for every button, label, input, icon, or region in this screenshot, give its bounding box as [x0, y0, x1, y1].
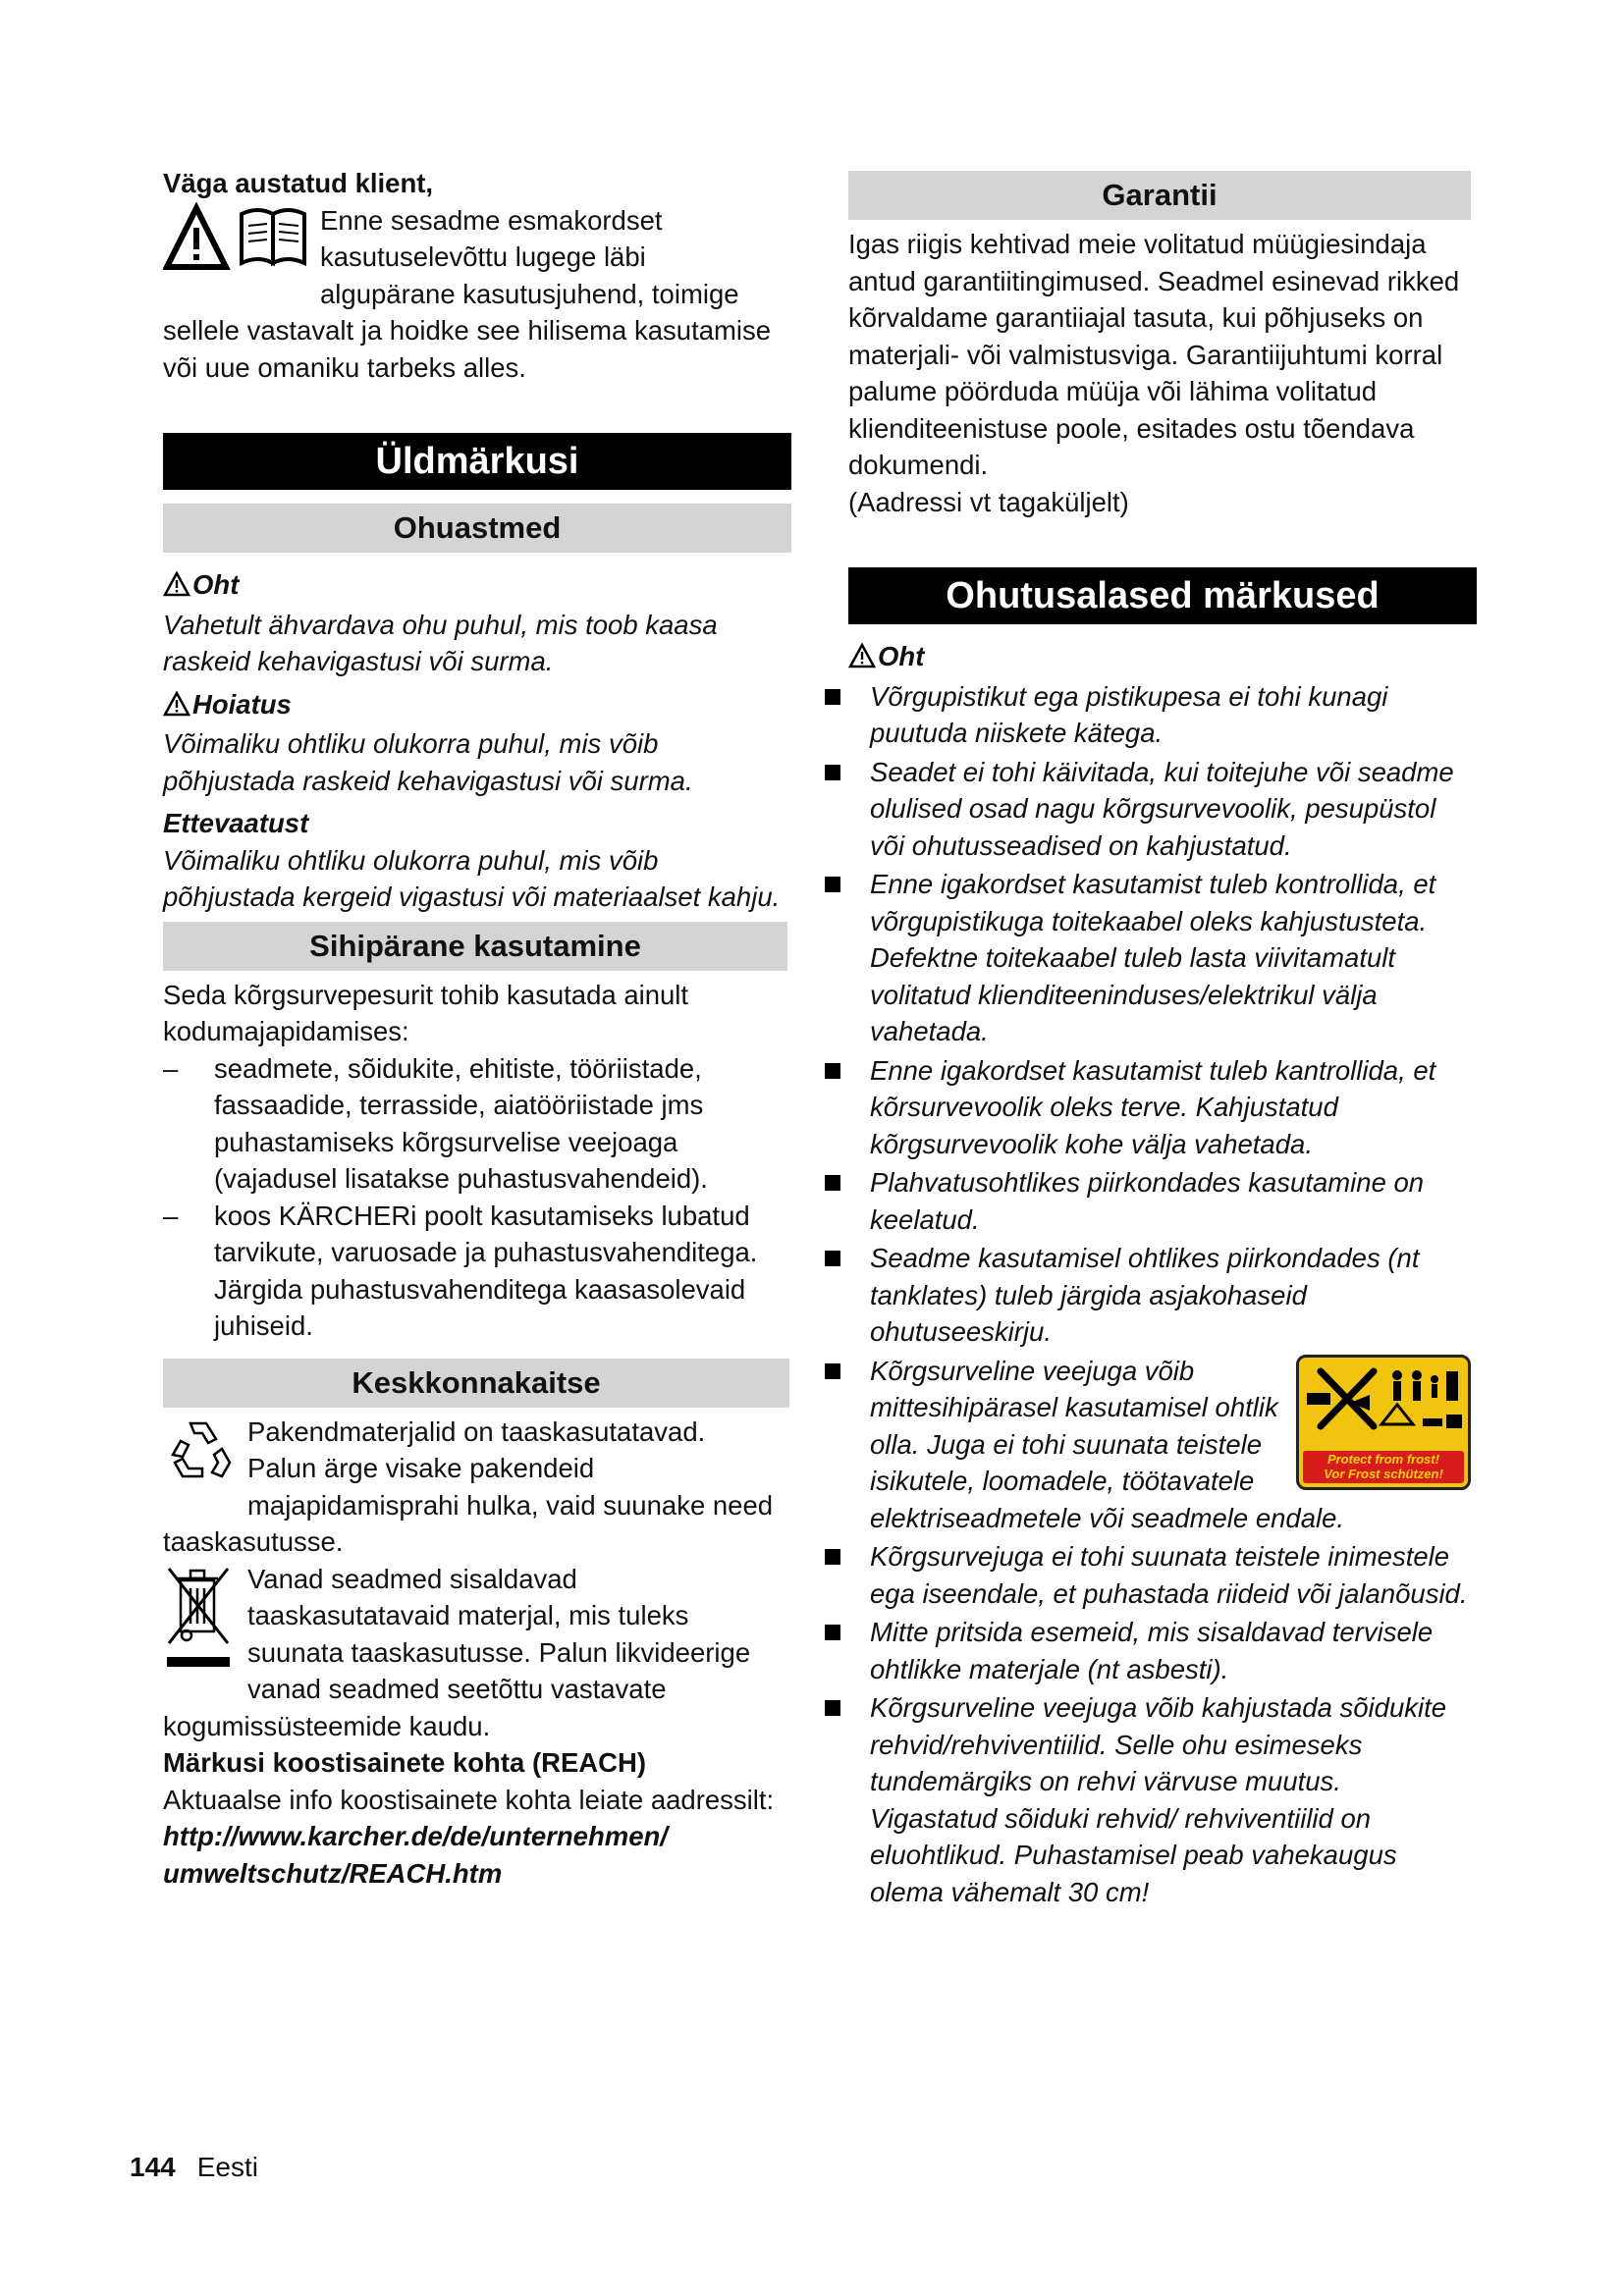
section-title-general: Üldmärkusi: [163, 433, 791, 490]
list-item: Protect from frost! Vor Frost schützen! Kõrgsurveline veejuga võib mittesihipärasel kasutamisel ohtlik olla. Juga ei tohi suunata teistele isikutele, loomadele, töötavatele elektriseadmetele või seadmele endale.: [819, 1353, 1475, 1537]
weee-text: vanad seadmed seetõttu vastavate kogumissüsteemide kaudu.: [163, 1674, 667, 1741]
bullet-square-icon: [825, 1549, 840, 1565]
list-item: Võrgupistikut ega pistikupesa ei tohi kunagi puutuda niiskete kätega.: [819, 678, 1475, 752]
reach-url[interactable]: [163, 1818, 791, 1892]
list-item: Seadet ei tohi käivitada, kui toitejuhe või seadme olulised osad nagu kõrgsurvevoolik, pesupüstol või ohutusseadised on kahjustatud.: [819, 754, 1475, 865]
weee-line-2: taaskasutatavaid materjal, mis tuleks: [247, 1600, 689, 1630]
recycling-icon: [163, 1417, 234, 1492]
bullet-square-icon: [825, 689, 840, 705]
danger-heading: [163, 566, 791, 607]
subsection-title-warranty: Garantii: [848, 171, 1471, 220]
warning-triangle-icon: [848, 641, 876, 678]
list-item: Seadme kasutamisel ohtlikes piirkondades (nt tanklates) tuleb järgida asjakohaseid ohutuseeskirju.: [819, 1240, 1475, 1351]
bullet-square-icon: [825, 877, 840, 892]
packaging-block: [163, 1414, 791, 1561]
safety-danger-heading: [848, 638, 1475, 678]
frost-warning-pictogram: [1296, 1355, 1471, 1490]
danger-label: Oht: [192, 569, 240, 600]
intro-text: algupärane kasutusjuhend, toimige sellele vastavalt ja hoidke see hilisema kasutamise või uue omaniku tarbeks alles.: [163, 278, 772, 383]
warranty-text: Igas riigis kehtivad meie volitatud müügiesindaja antud garantiitingimused. Seadmel esinevad rikked kõrvaldame garantiiajal tasuta, kui põhjuseks on materjali- või valmistusviga. Garantiijuhtumi korral palume pöörduda müüja või lähima volitatud klienditeenistuse poole, esitades ostu tõendava dokumendi.: [848, 229, 1460, 480]
reach-url-line-2[interactable]: umweltschutz/REACH.htm: [163, 1857, 503, 1889]
list-item: Enne igakordset kasutamist tuleb kontrollida, et võrgupistikuga toitekaabel oleks kahjustusteta. Defektne toitekaabel tuleb lasta viivitamatult volitatud klienditeeninduses/elektrikul välja vahetada.: [819, 866, 1475, 1050]
intro-line-2: kasutuselevõttu lugege läbi: [320, 241, 646, 272]
safety-list: [819, 678, 1475, 1911]
warning-triangle-icon: [163, 689, 190, 726]
caution-text: Võimaliku ohtliku olukorra puhul, mis võib põhjustada kergeid vigastusi või materiaalset kahju.: [163, 844, 781, 912]
section-title-safety: Ohutusalased märkused: [848, 567, 1477, 624]
weee-line-3: suunata taaskasutusse. Palun likvideerige: [247, 1636, 751, 1668]
reach-url-line-1[interactable]: http://www.karcher.de/de/unternehmen/: [163, 1821, 668, 1851]
safety-danger-label: Oht: [878, 641, 925, 671]
warning-text: Võimaliku ohtliku olukorra puhul, mis võib põhjustada raskeid kehavigastusi või surma.: [163, 728, 693, 796]
packaging-line-1: Pakendmaterjalid on taaskasutatavad.: [247, 1415, 706, 1447]
intro-block: [163, 202, 791, 387]
dash-marker: –: [163, 1200, 179, 1231]
bullet-square-icon: [825, 1251, 840, 1266]
list-item: Kõrgsurveline veejuga võib kahjustada sõidukite rehvid/rehviventiilid. Selle ohu esimeseks tundemärgiks on rehvi värvuse muutus. Vigastatud sõiduki rehvid/ rehviventiilid on eluohtlikud. Puhastamisel peab vahekaugus olema vähemalt 30 cm!: [819, 1689, 1475, 1910]
footer-language: Eesti: [196, 2152, 258, 2182]
intended-use-item: – seadmete, sõidukite, ehitiste, tööriistade, fassaadide, terrasside, aiatööriistade jms puhastamiseks kõrgsurvelise veejoaga (vajadusel lisatakse puhastusvahendeid).: [163, 1050, 791, 1198]
bullet-square-icon: [825, 1363, 840, 1379]
list-item: Mitte pritsida esemeid, mis sisaldavad tervisele ohtlikke materjale (nt asbesti).: [819, 1614, 1475, 1687]
page-number: 144: [130, 2152, 176, 2182]
caution-label: Ettevaatust: [163, 808, 309, 838]
warning-manual-icon: [163, 202, 310, 281]
frost-label: Protect from frost! Vor Frost schützen!: [1303, 1451, 1464, 1483]
subsection-title-environment: Keskkonnakaitse: [163, 1359, 789, 1408]
intended-use-text: Seda kõrgsurvepesurit tohib kasutada ainult kodumajapidamises:: [163, 979, 689, 1046]
warning-triangle-icon: [163, 569, 190, 607]
list-item: Plahvatusohtlikes piirkondades kasutamine on keelatud.: [819, 1164, 1475, 1238]
weee-block: [163, 1561, 791, 1745]
page-footer: [130, 2152, 258, 2183]
subsection-title-danger-levels: Ohuastmed: [163, 504, 791, 553]
bullet-square-icon: [825, 1175, 840, 1191]
warranty-address-note: (Aadressi vt tagaküljelt): [848, 486, 1129, 517]
reach-title: Märkusi koostisainete kohta (REACH): [163, 1747, 647, 1778]
weee-line-1: Vanad seadmed sisaldavad: [247, 1563, 577, 1594]
dash-marker: –: [163, 1052, 179, 1084]
intended-use-item: – koos KÄRCHERi poolt kasutamiseks lubatud tarvikute, varuosade ja puhastusvahenditega. Järgida puhastusvahenditega kaasasolevaid juhiseid.: [163, 1198, 791, 1345]
bullet-square-icon: [825, 1625, 840, 1640]
greeting: Väga austatud klient,: [163, 168, 434, 198]
subsection-title-intended-use: Sihipärane kasutamine: [163, 922, 787, 971]
bullet-square-icon: [825, 765, 840, 780]
crossed-bin-icon: [163, 1563, 234, 1679]
right-column: [848, 171, 1475, 1912]
bullet-square-icon: [825, 1700, 840, 1716]
danger-text: Vahetult ähvardava ohu puhul, mis toob kaasa raskeid kehavigastusi või surma.: [163, 609, 718, 676]
reach-text: Aktuaalse info koostisainete kohta leiate aadressilt:: [163, 1784, 775, 1815]
list-item: Enne igakordset kasutamist tuleb kantrollida, et kõrsurvevoolik oleks terve. Kahjustatud kõrgsurvevoolik kohe välja vahetada.: [819, 1052, 1475, 1163]
packaging-line-2: Palun ärge visake pakendeid: [247, 1453, 595, 1483]
packaging-text: majapidamisprahi hulka, vaid suunake need taaskasutusse.: [163, 1489, 774, 1557]
bullet-square-icon: [825, 1063, 840, 1079]
warning-heading: [163, 686, 791, 726]
warning-label: Hoiatus: [192, 688, 292, 720]
left-column: [163, 165, 791, 1892]
list-item: Kõrgsurvejuga ei tohi suunata teistele inimestele ega iseendale, et puhastada riideid või jalanõusid.: [819, 1538, 1475, 1612]
intro-line-1: Enne sesadme esmakordset: [320, 204, 663, 236]
